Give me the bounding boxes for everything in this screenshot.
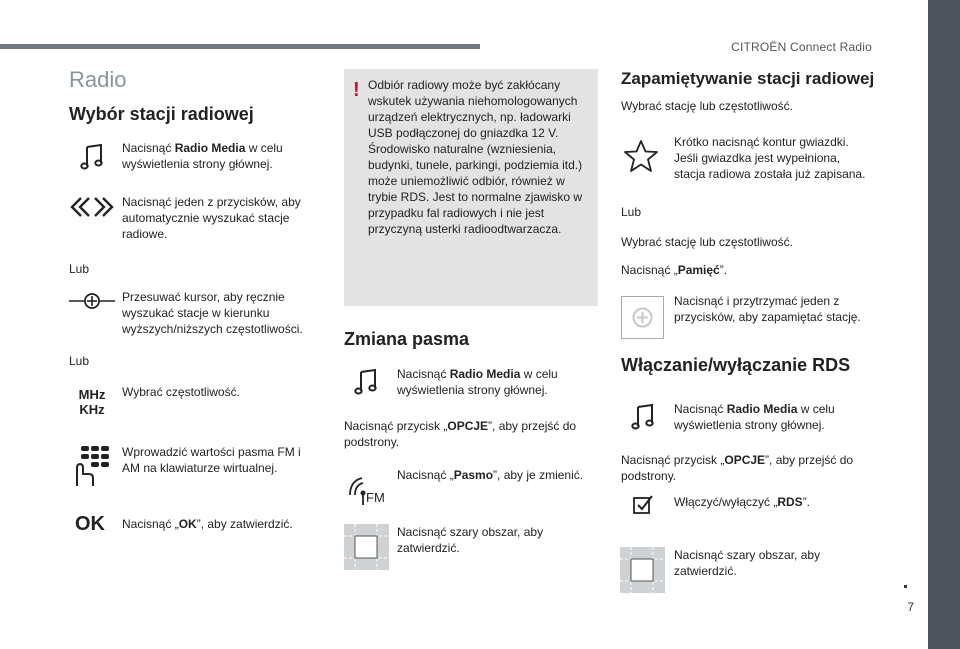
- col3-para-select: Wybrać stację lub częstotliwość.: [621, 99, 793, 113]
- freq-unit-mhz: MHz: [78, 387, 106, 402]
- add-preset-icon: [621, 296, 664, 339]
- keypad-touch-icon: [70, 444, 114, 488]
- heading-band-change: Zmiana pasma: [344, 329, 470, 349]
- col3-item-hold-preset: Nacisnąć i przytrzymać jeden z przycisków, aby zapamiętać stację.: [674, 294, 861, 324]
- heading-rds-toggle: Włączanie/wyłączanie RDS: [621, 355, 851, 375]
- col2-item-radio-media: Nacisnąć Radio Media w celu wyświetlenia strony głównej.: [397, 367, 558, 397]
- section-title: Radio: [69, 67, 127, 92]
- grey-area-icon: [344, 524, 389, 570]
- slider-cursor-icon: [66, 289, 118, 313]
- col3-item-radio-media: Nacisnąć Radio Media w celu wyświetlenia strony głównej.: [674, 402, 835, 432]
- col2-para-options: Nacisnąć przycisk „OPCJE”, aby przejść do podstrony.: [344, 419, 577, 449]
- right-edge-bar: [928, 0, 960, 649]
- ok-icon: OK: [75, 513, 105, 535]
- col3-or-1: Lub: [621, 205, 642, 219]
- page-number: 7: [907, 600, 914, 614]
- col1-item-virtual-keyboard: Wprowadzić wartości pasma FM i AM na klawiaturze wirtualnej.: [122, 445, 301, 475]
- col3-item-confirm-grey: Nacisnąć szary obszar, aby zatwierdzić.: [674, 548, 821, 578]
- col3-para-select-2: Wybrać stację lub częstotliwość.: [621, 235, 793, 249]
- col2-item-confirm-grey: Nacisnąć szary obszar, aby zatwierdzić.: [397, 525, 544, 555]
- music-note-icon: [346, 366, 386, 398]
- fm-band-icon: [346, 473, 390, 507]
- freq-unit-khz: KHz: [79, 402, 105, 417]
- frequency-icon: [72, 387, 112, 417]
- warning-text: Odbiór radiowy może być zakłócany wskutek używania niehomologowanych urządzeń elektrycznych, np. ładowarki USB podłączonej do gniazdka 12 V. Środowisko naturalne (wzniesienia, budynki, tunele, parkingi, podziemia itd.) może uniemożliwić odbiór, również w trybie RDS. Jest to normalne zjawisko w przypadku fal radiowych i nie jest przyczyną usterki radioodtwarzacza.: [368, 78, 583, 236]
- col3-para-options: Nacisnąć przycisk „OPCJE”, aby przejść do podstrony.: [621, 453, 854, 483]
- heading-store-station: Zapamiętywanie stacji radiowej: [621, 69, 875, 88]
- grey-area-icon: [620, 547, 665, 593]
- warning-icon: !: [353, 79, 360, 101]
- col1-item-radio-media: Nacisnąć Radio Media w celu wyświetlenia strony głównej.: [122, 141, 283, 171]
- music-note-icon: [72, 141, 112, 173]
- heading-station-selection: Wybór stacji radiowej: [69, 104, 254, 124]
- col1-or-2: Lub: [69, 354, 90, 368]
- checkbox-icon: [628, 490, 658, 518]
- col3-item-star: Krótko nacisnąć kontur gwiazdki. Jeśli gwiazdka jest wypełniona, stacja radiowa została już zapisana.: [674, 135, 866, 181]
- music-note-icon: [623, 401, 663, 433]
- header-title: CITROËN Connect Radio: [731, 40, 872, 54]
- col3-para-memory: Nacisnąć „Pamięć”.: [621, 263, 728, 277]
- col3-item-rds: Włączyć/wyłączyć „RDS”.: [674, 495, 811, 509]
- star-outline-icon: [621, 137, 661, 175]
- seek-arrows-icon: [68, 195, 116, 219]
- col1-item-confirm-ok: Nacisnąć „OK”, aby zatwierdzić.: [122, 517, 293, 531]
- col1-item-manual-seek: Przesuwać kursor, aby ręcznie wyszukać stacje w kierunku wyższych/niższych częstotliwości.: [122, 290, 303, 336]
- col1-item-auto-seek: Nacisnąć jeden z przycisków, aby automatycznie wyszukać stacje radiowe.: [122, 195, 301, 241]
- col1-item-select-frequency: Wybrać częstotliwość.: [122, 385, 240, 399]
- page-marker: [904, 585, 907, 588]
- warning-box: [344, 69, 598, 306]
- fm-label: FM: [366, 490, 385, 505]
- col2-item-band: Nacisnąć „Pasmo”, aby je zmienić.: [397, 468, 584, 482]
- col1-or-1: Lub: [69, 262, 90, 276]
- header-rule: [0, 44, 480, 49]
